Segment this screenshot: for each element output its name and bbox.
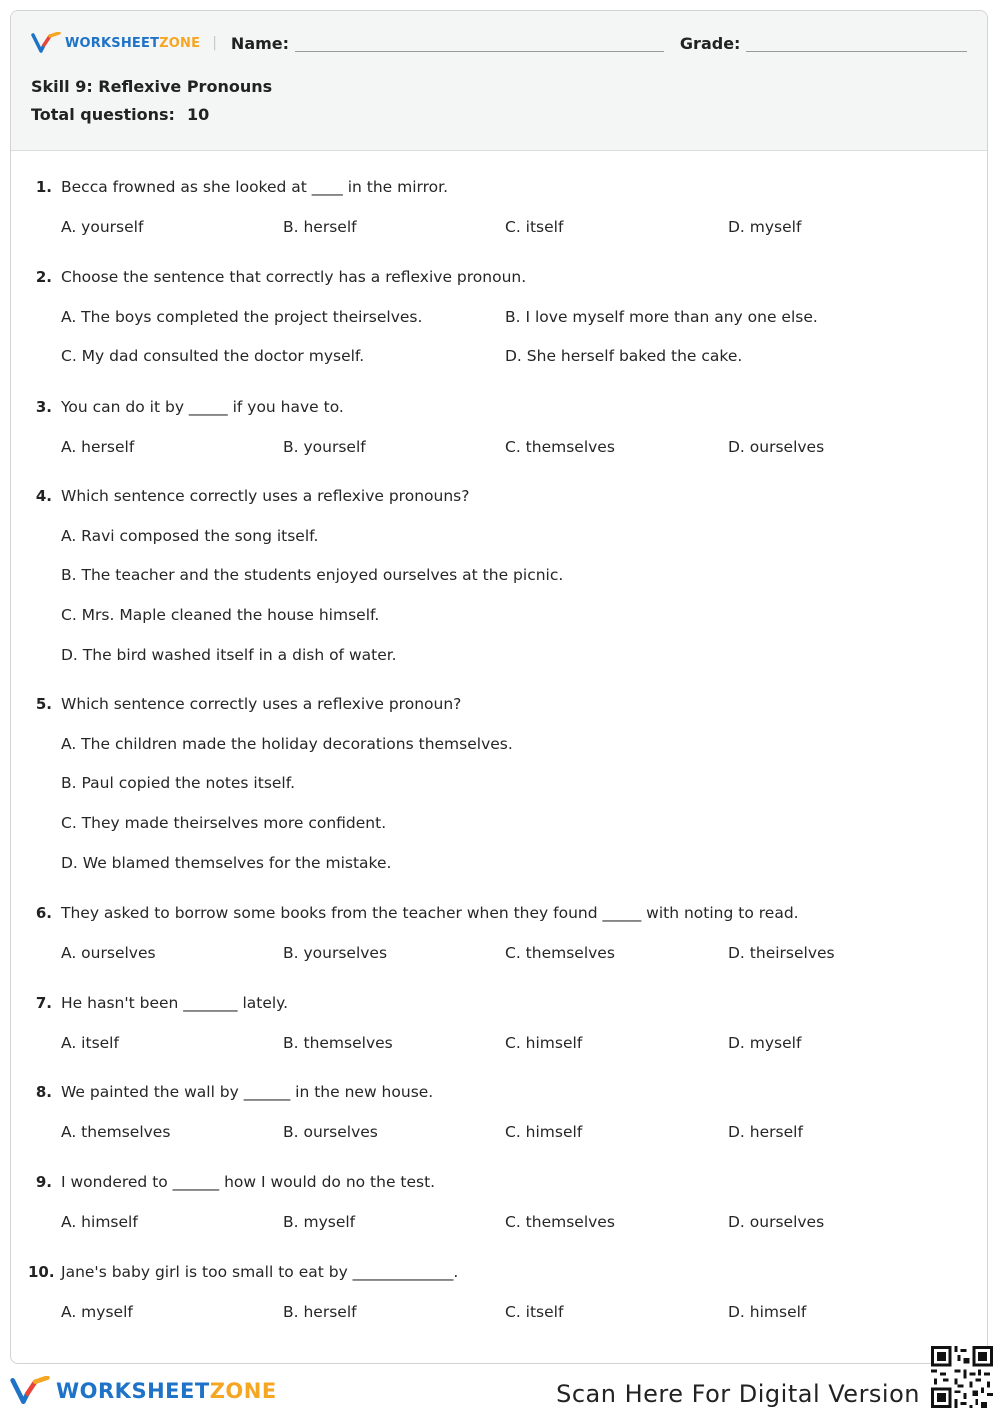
question-text: You can do it by _____ if you have to.	[61, 398, 344, 416]
option-a[interactable]: A. itself	[61, 1034, 119, 1052]
question-text: We painted the wall by ______ in the new house.	[61, 1083, 434, 1101]
question-number: 6.	[35, 904, 52, 922]
option-b[interactable]: B. myself	[283, 1213, 356, 1231]
option-b[interactable]: B. yourselves	[283, 944, 388, 962]
option-a[interactable]: A. himself	[61, 1213, 138, 1231]
question-text: Becca frowned as she looked at ____ in the mirror.	[61, 178, 449, 196]
question-text: They asked to borrow some books from the teacher when they found _____ with noting to read.	[61, 904, 799, 922]
worksheet-zone-logo-icon	[31, 32, 61, 54]
option-b[interactable]: B. I love myself more than any one else.	[505, 308, 818, 326]
option-b[interactable]: B. The teacher and the students enjoyed ourselves at the picnic.	[61, 566, 564, 584]
option-d[interactable]: D. We blamed themselves for the mistake.	[61, 854, 392, 872]
option-d[interactable]: D. myself	[728, 218, 802, 236]
option-c[interactable]: C. They made theirselves more confident.	[61, 814, 387, 832]
option-d[interactable]: D. ourselves	[728, 438, 825, 456]
option-a[interactable]: A. The children made the holiday decorations themselves.	[61, 735, 513, 753]
option-a[interactable]: A. myself	[61, 1303, 133, 1321]
option-d[interactable]: D. The bird washed itself in a dish of water.	[61, 646, 397, 664]
question-number: 1.	[35, 178, 52, 196]
option-b[interactable]: B. herself	[283, 1303, 357, 1321]
option-c[interactable]: C. himself	[505, 1123, 583, 1141]
grade-label: Grade:	[679, 33, 741, 53]
option-b[interactable]: B. Paul copied the notes itself.	[61, 774, 295, 792]
scan-caption: Scan Here For Digital Version	[556, 1380, 920, 1408]
option-c[interactable]: C. themselves	[505, 944, 615, 962]
worksheet-zone-logo-icon	[10, 1376, 50, 1406]
worksheet	[10, 10, 988, 1364]
option-c[interactable]: C. itself	[505, 218, 564, 236]
worksheet-header	[11, 11, 987, 151]
question-text: He hasn't been _______ lately.	[61, 994, 289, 1012]
question-number: 8.	[35, 1083, 52, 1101]
option-b[interactable]: B. ourselves	[283, 1123, 378, 1141]
option-c[interactable]: C. themselves	[505, 1213, 615, 1231]
option-a[interactable]: A. herself	[61, 438, 135, 456]
footer-brand-name: WORKSHEETZONE	[56, 1379, 277, 1403]
qr-code-icon[interactable]	[931, 1346, 993, 1408]
question-number: 9.	[35, 1173, 52, 1191]
option-b[interactable]: B. yourself	[283, 438, 366, 456]
question-text: I wondered to ______ how I would do no the test.	[61, 1173, 436, 1191]
grade-line[interactable]	[746, 35, 967, 52]
question-text: Which sentence correctly uses a reflexive pronoun?	[61, 695, 462, 713]
question-number: 4.	[35, 487, 52, 505]
option-c[interactable]: C. themselves	[505, 438, 615, 456]
option-a[interactable]: A. ourselves	[61, 944, 156, 962]
option-a[interactable]: A. themselves	[61, 1123, 171, 1141]
brand-logo	[31, 32, 200, 54]
option-d[interactable]: D. herself	[728, 1123, 803, 1141]
question-number: 3.	[35, 398, 52, 416]
option-a[interactable]: A. The boys completed the project theirselves.	[61, 308, 423, 326]
question-number: 5.	[35, 695, 52, 713]
option-c[interactable]: C. My dad consulted the doctor myself.	[61, 347, 365, 365]
option-d[interactable]: D. myself	[728, 1034, 802, 1052]
footer-brand-logo[interactable]	[10, 1376, 277, 1406]
total-count: 10	[186, 105, 210, 124]
option-c[interactable]: C. Mrs. Maple cleaned the house himself.	[61, 606, 380, 624]
option-b[interactable]: B. themselves	[283, 1034, 393, 1052]
brand-name: WORKSHEETZONE	[65, 35, 201, 51]
question-number: 2.	[35, 268, 52, 286]
question-text: Which sentence correctly uses a reflexive pronouns?	[61, 487, 470, 505]
option-d[interactable]: D. himself	[728, 1303, 807, 1321]
option-b[interactable]: B. herself	[283, 218, 357, 236]
question-number: 7.	[35, 994, 52, 1012]
option-c[interactable]: C. itself	[505, 1303, 564, 1321]
option-d[interactable]: D. theirselves	[728, 944, 835, 962]
total-label: Total questions:	[31, 105, 175, 124]
option-c[interactable]: C. himself	[505, 1034, 583, 1052]
name-line[interactable]	[295, 35, 664, 52]
option-a[interactable]: A. Ravi composed the song itself.	[61, 527, 319, 545]
option-d[interactable]: D. ourselves	[728, 1213, 825, 1231]
header-divider: |	[212, 35, 217, 51]
total-questions	[31, 105, 967, 124]
name-label: Name:	[230, 33, 290, 53]
question-number: 10.	[28, 1263, 55, 1281]
skill-title: Skill 9: Reflexive Pronouns	[31, 77, 273, 96]
question-text: Jane's baby girl is too small to eat by _____________.	[61, 1263, 459, 1281]
option-a[interactable]: A. yourself	[61, 218, 144, 236]
question-text: Choose the sentence that correctly has a reflexive pronoun.	[61, 268, 527, 286]
option-d[interactable]: D. She herself baked the cake.	[505, 347, 743, 365]
